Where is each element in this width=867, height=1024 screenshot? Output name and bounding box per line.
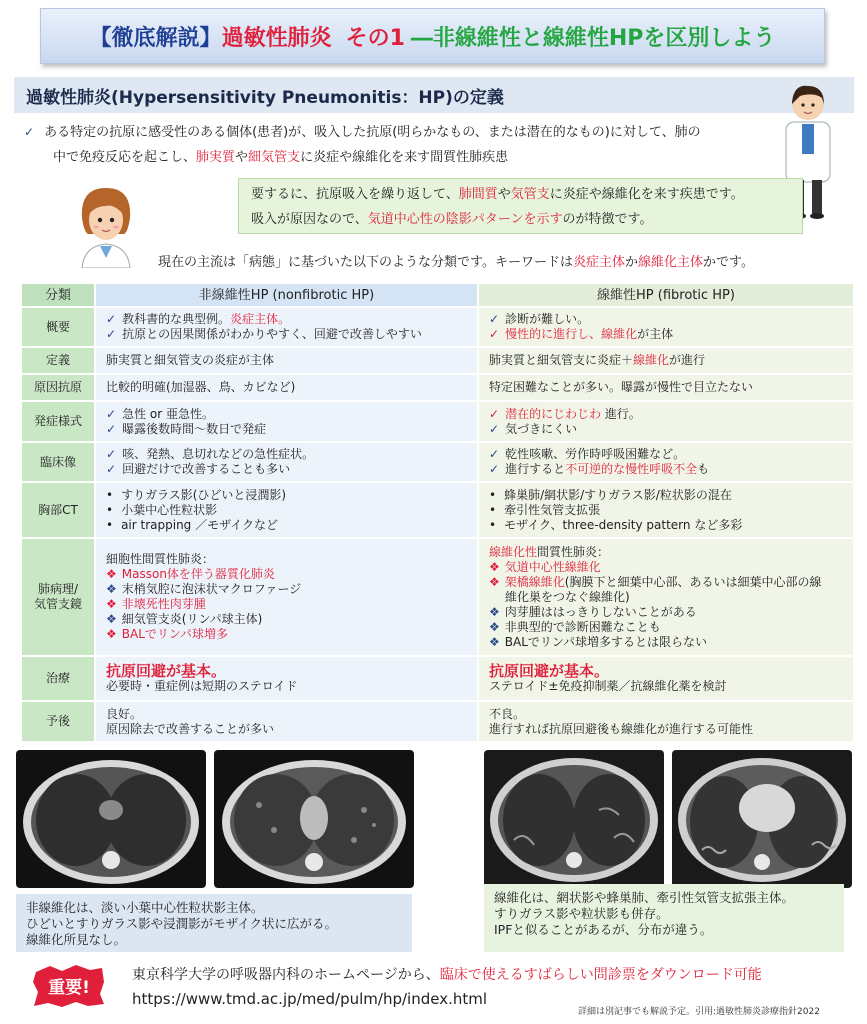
- fibrotic-cell: ✓ 潜在的にじわじわ 進行。 ✓ 気づきにくい: [478, 401, 854, 442]
- caption-fibrotic: [484, 884, 844, 952]
- nurse-illustration: [74, 184, 138, 268]
- comparison-table: [20, 282, 855, 743]
- cell-highlight: 抗原回避が基本。: [106, 661, 227, 680]
- cell-text: BALでリンパ球増多するとは限らない: [504, 634, 708, 649]
- row-label: 予後: [21, 701, 95, 742]
- keyword-inflammation: 炎症主体: [572, 255, 625, 270]
- cell-highlight: 非壊死性肉芽腫: [121, 597, 206, 611]
- cell-highlight: Masson体を伴う器質化肺炎: [121, 567, 275, 581]
- caption-line: 線維化は、網状影や蜂巣肺、牽引性気管支拡張主体。: [494, 890, 795, 905]
- cell-highlight: 慢性的に進行し、: [505, 327, 602, 341]
- cell-text: が進行: [669, 353, 706, 367]
- ct-image-nonfibrotic-2: [214, 750, 414, 888]
- definition-heading: 過敏性肺炎(Hypersensitivity Pneumonitis：HP)の定義: [14, 77, 854, 113]
- row-label: 臨床像: [21, 442, 95, 482]
- caption-line: すりガラス影や粒状影も併存。: [494, 906, 669, 921]
- current-text: 現在の主流は「病態」に基づいた以下のような分類です。キーワードは: [158, 255, 573, 270]
- summary-box: [238, 178, 803, 234]
- table-row: [21, 374, 854, 401]
- definition-line1: ある特定の抗原に感受性のある個体(患者)が、吸入した抗原(明らかなもの、または潜在的なもの)に対して、肺の: [44, 125, 701, 140]
- fibrotic-cell: 線維化性間質性肺炎： ❖ 気道中心性線維化 ❖ 架橋線維化(胸膜下と細葉中心部、あるいは細葉中心部の線 維化巣をつなぐ線維化) ❖ 肉芽腫ははっきりしないことがある ❖ 非典型的で診断困難なことも ❖ BALでリンパ球増多するとは限らない: [478, 538, 854, 656]
- cell-highlight: 線維化: [601, 327, 638, 341]
- row-label: 治療: [21, 656, 95, 701]
- caption-line: IPFと似ることがあるが、分布が違う。: [494, 922, 713, 937]
- table-row: [21, 656, 854, 701]
- download-notice: [132, 964, 762, 984]
- cell-text: 牽引性気管支拡張: [504, 502, 601, 517]
- current-classification-text: [158, 251, 838, 270]
- nonfibrotic-cell: ✓ 急性 or 亜急性。 ✓ 曝露後数時間～数日で発症: [95, 401, 478, 442]
- cell-text: モザイク、three-density pattern など多彩: [504, 517, 743, 532]
- ct-image-fibrotic-2: [672, 750, 852, 888]
- cell-text: 原因除去で改善することが多い: [106, 721, 275, 736]
- cell-text: 末梢気腔に泡沫状マクロファージ: [121, 582, 302, 596]
- cell-text: 小葉中心性粒状影: [121, 502, 218, 517]
- header-category: 分類: [21, 283, 95, 307]
- citation-footnote: 詳細は別記事でも解説予定。引用:過敏性肺炎診療指針2022: [578, 1007, 820, 1017]
- fibrotic-cell: [478, 656, 854, 701]
- header-nonfibrotic: 非線維性HP (nonfibrotic HP): [95, 283, 478, 307]
- summary-text: 吸入が原因なので、: [251, 212, 368, 227]
- nonfibrotic-cell: [95, 656, 478, 701]
- cell-text: が主体: [637, 327, 674, 341]
- cell-highlight: BALでリンパ球増多: [121, 627, 229, 641]
- ct-image-fibrotic-1: [484, 750, 664, 888]
- fibrotic-cell: [478, 701, 854, 742]
- summary-highlight: 肺間質: [458, 187, 498, 202]
- cell-text: 肉芽腫ははっきりしないことがある: [504, 604, 697, 619]
- cell-text: 非典型的で診断困難なことも: [504, 619, 661, 634]
- summary-text: のが特徴です。: [562, 212, 653, 227]
- current-text: かです。: [703, 255, 754, 270]
- row-label-line: 気管支鏡: [33, 597, 82, 611]
- summary-text: に炎症や線維化を来す疾患です。: [549, 187, 744, 202]
- nonfibrotic-cell: • すりガラス影(ひどいと浸潤影) • 小葉中心性粒状影 • air trapping ／モザイクなど: [95, 482, 478, 538]
- table-row: [21, 307, 854, 347]
- download-notice-highlight: 臨床で使えるすばらしい問診票をダウンロード可能: [439, 967, 762, 983]
- cell-text: 細胞性間質性肺炎：: [106, 552, 215, 566]
- keyword-fibrosis: 線維化主体: [638, 255, 704, 270]
- cell-text: 気づきにくい: [505, 421, 578, 436]
- cell-text: 維化巣をつなぐ線維化): [505, 589, 630, 604]
- nonfibrotic-cell: 肺実質と細気管支の炎症が主体: [95, 347, 478, 374]
- definition-text-part: や: [235, 150, 249, 165]
- cell-text: 必要時・重症例は短期のステロイド: [106, 678, 298, 693]
- nonfibrotic-cell: 細胞性間質性肺炎： ❖ Masson体を伴う器質化肺炎 ❖ 末梢気腔に泡沫状マクロファージ ❖ 非壊死性肉芽腫 ❖ 細気管支炎(リンパ球主体) ❖ BALでリンパ球増多: [95, 538, 478, 656]
- fibrotic-cell: [478, 347, 854, 374]
- cell-highlight: 気道中心性線維化: [504, 559, 601, 574]
- cell-text: 咳、発熱、息切れなどの急性症状。: [122, 447, 315, 461]
- cell-highlight: 不可逆的な慢性呼吸不全: [565, 462, 698, 476]
- cell-text: 間質性肺炎：: [537, 544, 610, 559]
- check-icon: ✓: [24, 125, 35, 139]
- important-badge-icon: [30, 962, 108, 1010]
- cell-text: (胸膜下と細葉中心部、あるいは細葉中心部の線: [564, 574, 822, 589]
- cell-text: 診断が難しい。: [505, 312, 590, 326]
- cell-text: すりガラス影(ひどいと浸潤影): [121, 487, 287, 502]
- cell-text: 乾性咳嗽、労作時呼吸困難など。: [505, 447, 686, 461]
- cell-highlight: 線維化性: [489, 544, 538, 559]
- fibrotic-cell: • 蜂巣肺/網状影/すりガラス影/粒状影の混在 • 牽引性気管支拡張 • モザイク、three-density pattern など多彩: [478, 482, 854, 538]
- definition-highlight: 細気管支: [248, 150, 301, 165]
- cell-highlight: 炎症主体。: [230, 312, 291, 326]
- table-row: [21, 701, 854, 742]
- definition-text: [24, 120, 774, 170]
- caption-line: 線維化所見なし。: [26, 932, 127, 947]
- cell-text: 教科書的な典型例。: [122, 312, 231, 326]
- caption-line: 非線維化は、淡い小葉中心性粒状影主体。: [26, 900, 264, 915]
- cell-text: 曝露後数時間～数日で発症: [122, 421, 267, 436]
- cell-text: も: [697, 462, 710, 476]
- nonfibrotic-cell: [95, 701, 478, 742]
- table-header-row: [21, 283, 854, 307]
- ct-image-nonfibrotic-1: [16, 750, 206, 888]
- cell-text: ステロイド±免疫抑制薬／抗線維化薬を検討: [489, 678, 727, 693]
- fibrotic-cell: ✓ 診断が難しい。 ✓ 慢性的に進行し、線維化が主体: [478, 307, 854, 347]
- cell-text: 回避だけで改善することも多い: [122, 462, 291, 476]
- row-label: 発症様式: [21, 401, 95, 442]
- definition-highlight: 肺実質: [196, 150, 236, 165]
- table-row: [21, 482, 854, 538]
- caption-nonfibrotic: [16, 894, 412, 952]
- title-subtitle: ―非線維性と線維性HPを区別しよう: [410, 25, 776, 51]
- definition-line2-a: 中で免疫反応を起こし、: [53, 150, 197, 165]
- table-row: [21, 538, 854, 656]
- cell-text: 進行。: [601, 406, 641, 421]
- header-fibrotic: 線維性HP (fibrotic HP): [478, 283, 854, 307]
- fibrotic-cell: 特定困難なことが多い。曝露が慢性で目立たない: [478, 374, 854, 401]
- cell-text: 良好。: [106, 706, 143, 721]
- table-row: [21, 401, 854, 442]
- nonfibrotic-cell: 比較的明確(加湿器、鳥、カビなど): [95, 374, 478, 401]
- cell-text: 肺実質と細気管支に炎症＋: [489, 353, 634, 367]
- cell-text: 抗原との因果関係がわかりやすく、回避で改善しやすい: [122, 327, 422, 341]
- homepage-link[interactable]: https://www.tmd.ac.jp/med/pulm/hp/index.html: [132, 990, 488, 1008]
- cell-highlight: 潜在的にじわじわ: [505, 406, 602, 421]
- cell-text: 急性 or 亜急性。: [122, 406, 214, 421]
- fibrotic-cell: ✓ 乾性咳嗽、労作時呼吸困難など。 ✓ 進行すると不可逆的な慢性呼吸不全も: [478, 442, 854, 482]
- nonfibrotic-cell: ✓ 教科書的な典型例。炎症主体。 ✓ 抗原との因果関係がわかりやすく、回避で改善しやすい: [95, 307, 478, 347]
- table-row: [21, 347, 854, 374]
- row-label: 胸部CT: [21, 482, 95, 538]
- row-label-line: 肺病理/: [37, 582, 79, 596]
- row-label: 定義: [21, 347, 95, 374]
- table-row: [21, 442, 854, 482]
- title-part: その1: [345, 25, 405, 51]
- row-label: 原因抗原: [21, 374, 95, 401]
- cell-highlight: 抗原回避が基本。: [489, 661, 610, 680]
- cell-text: 不良。: [489, 706, 526, 721]
- cell-text: 進行すると: [505, 462, 566, 476]
- cell-text: 細気管支炎(リンパ球主体): [121, 612, 263, 626]
- title-tag: 【徹底解説】: [89, 25, 222, 51]
- caption-line: ひどいとすりガラス影や浸潤影がモザイク状に広がる。: [26, 916, 338, 931]
- cell-text: air trapping ／モザイクなど: [121, 517, 279, 532]
- row-label: 概要: [21, 307, 95, 347]
- summary-text: や: [497, 187, 511, 202]
- summary-text: 要するに、抗原吸入を繰り返して、: [251, 187, 459, 202]
- cell-highlight: 線維化: [633, 353, 670, 367]
- cell-text: 蜂巣肺/網状影/すりガラス影/粒状影の混在: [504, 487, 732, 502]
- summary-highlight: 気管支: [510, 187, 550, 202]
- summary-highlight: 気道中心性の陰影パターンを示す: [367, 212, 563, 227]
- row-label: [21, 538, 95, 656]
- cell-highlight: 架橋線維化: [504, 574, 565, 589]
- important-badge-label: 重要!: [48, 978, 90, 998]
- current-text: か: [624, 255, 638, 270]
- title-topic: 過敏性肺炎: [221, 25, 332, 51]
- title-banner: [40, 8, 825, 64]
- cell-text: 進行すれば抗原回避後も線維化が進行する可能性: [489, 721, 754, 736]
- download-notice-text: 東京科学大学の呼吸器内科のホームページから、: [132, 967, 440, 983]
- nonfibrotic-cell: ✓ 咳、発熱、息切れなどの急性症状。 ✓ 回避だけで改善することも多い: [95, 442, 478, 482]
- definition-text-part: に炎症や線維化を来す間質性肺疾患: [300, 150, 509, 165]
